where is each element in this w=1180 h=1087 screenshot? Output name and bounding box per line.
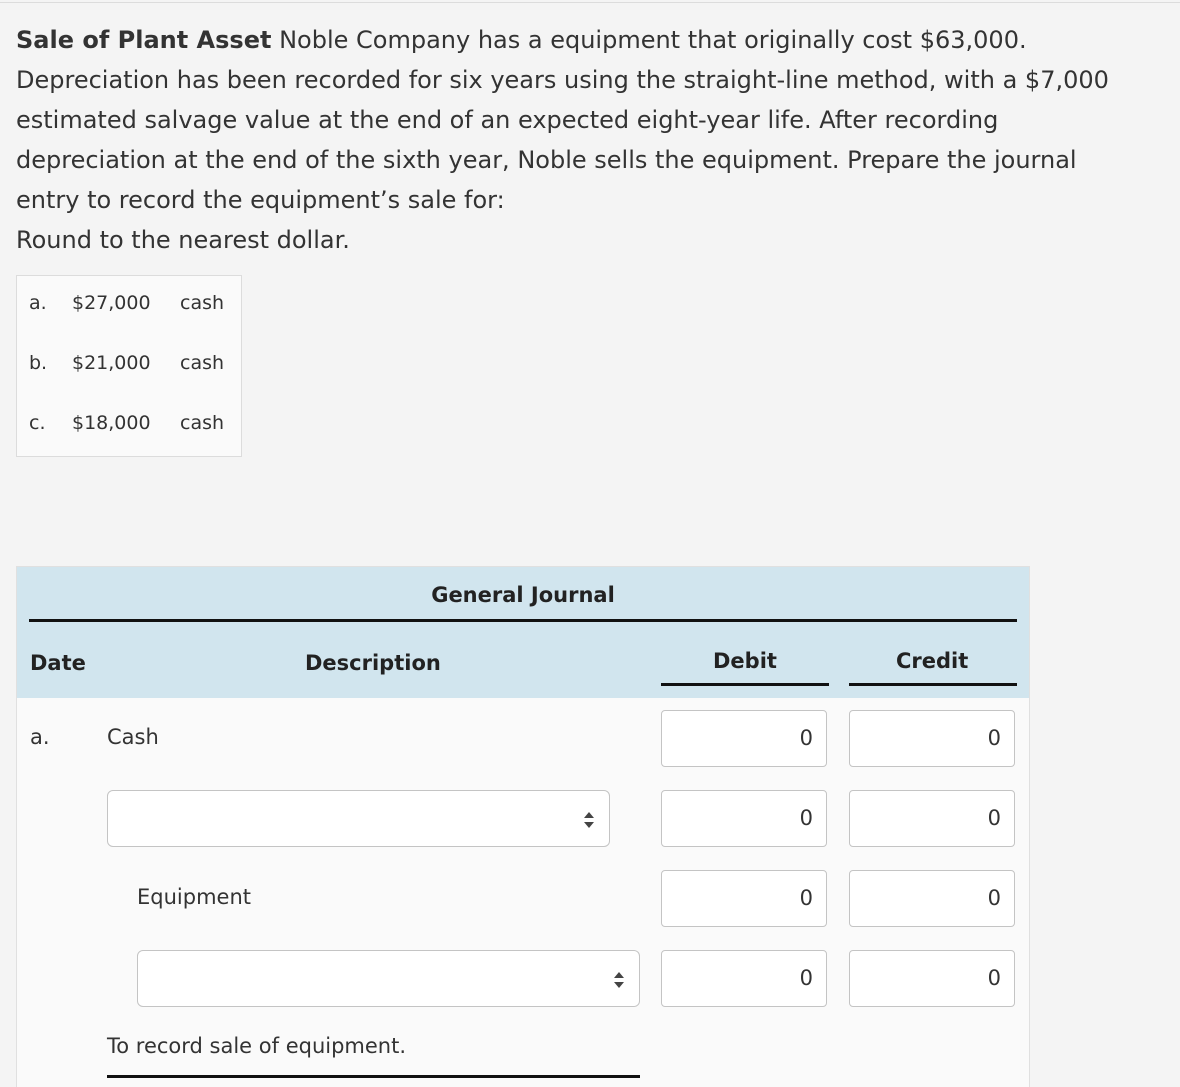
- rounding-instruction: Round to the nearest dollar.: [16, 226, 350, 254]
- account-equipment: Equipment: [137, 885, 251, 909]
- problem-line-2: Depreciation has been recorded for six years using the straight-line method, with a $7,000: [16, 66, 1109, 94]
- debit-input-row-4[interactable]: 0: [661, 950, 827, 1007]
- problem-statement: [16, 20, 1180, 260]
- debit-header-rule: [661, 683, 829, 686]
- debit-input-row-1[interactable]: 0: [661, 710, 827, 767]
- memo-underline: [107, 1075, 640, 1078]
- debit-input-row-2[interactable]: 0: [661, 790, 827, 847]
- top-divider: [0, 2, 1180, 3]
- journal-header: [17, 567, 1029, 698]
- credit-input-row-3[interactable]: 0: [849, 870, 1015, 927]
- select-arrows-icon: [583, 810, 595, 830]
- credit-column-header: Credit: [896, 649, 969, 673]
- problem-line-4: depreciation at the end of the sixth year, Noble sells the equipment. Prepare the journal: [16, 146, 1077, 174]
- credit-header-rule: [849, 683, 1017, 686]
- account-select-row-2[interactable]: [107, 790, 610, 847]
- date-column-header: Date: [30, 651, 86, 675]
- select-arrows-icon: [613, 970, 625, 990]
- credit-input-row-2[interactable]: 0: [849, 790, 1015, 847]
- header-divider: [29, 619, 1017, 622]
- credit-input-row-1[interactable]: 0: [849, 710, 1015, 767]
- problem-title: Sale of Plant Asset: [16, 26, 272, 54]
- account-select-row-4[interactable]: [137, 950, 640, 1007]
- debit-input-row-3[interactable]: 0: [661, 870, 827, 927]
- option-b: b. $21,000 cash: [29, 352, 225, 374]
- sale-options: [16, 275, 242, 457]
- account-cash: Cash: [107, 725, 159, 749]
- general-journal: [16, 566, 1030, 1087]
- problem-line-1: Sale of Plant Asset Noble Company has a equipment that originally cost $63,000.: [16, 26, 1027, 54]
- credit-input-row-4[interactable]: 0: [849, 950, 1015, 1007]
- journal-title: General Journal: [431, 583, 615, 607]
- description-column-header: Description: [305, 651, 441, 675]
- problem-line-5: entry to record the equipment’s sale for:: [16, 186, 505, 214]
- entry-label: a.: [30, 725, 50, 749]
- option-a: a. $27,000 cash: [29, 292, 225, 314]
- entry-memo: To record sale of equipment.: [107, 1034, 407, 1058]
- debit-column-header: Debit: [713, 649, 777, 673]
- option-c: c. $18,000 cash: [29, 412, 225, 434]
- problem-line-3: estimated salvage value at the end of an expected eight-year life. After recording: [16, 106, 999, 134]
